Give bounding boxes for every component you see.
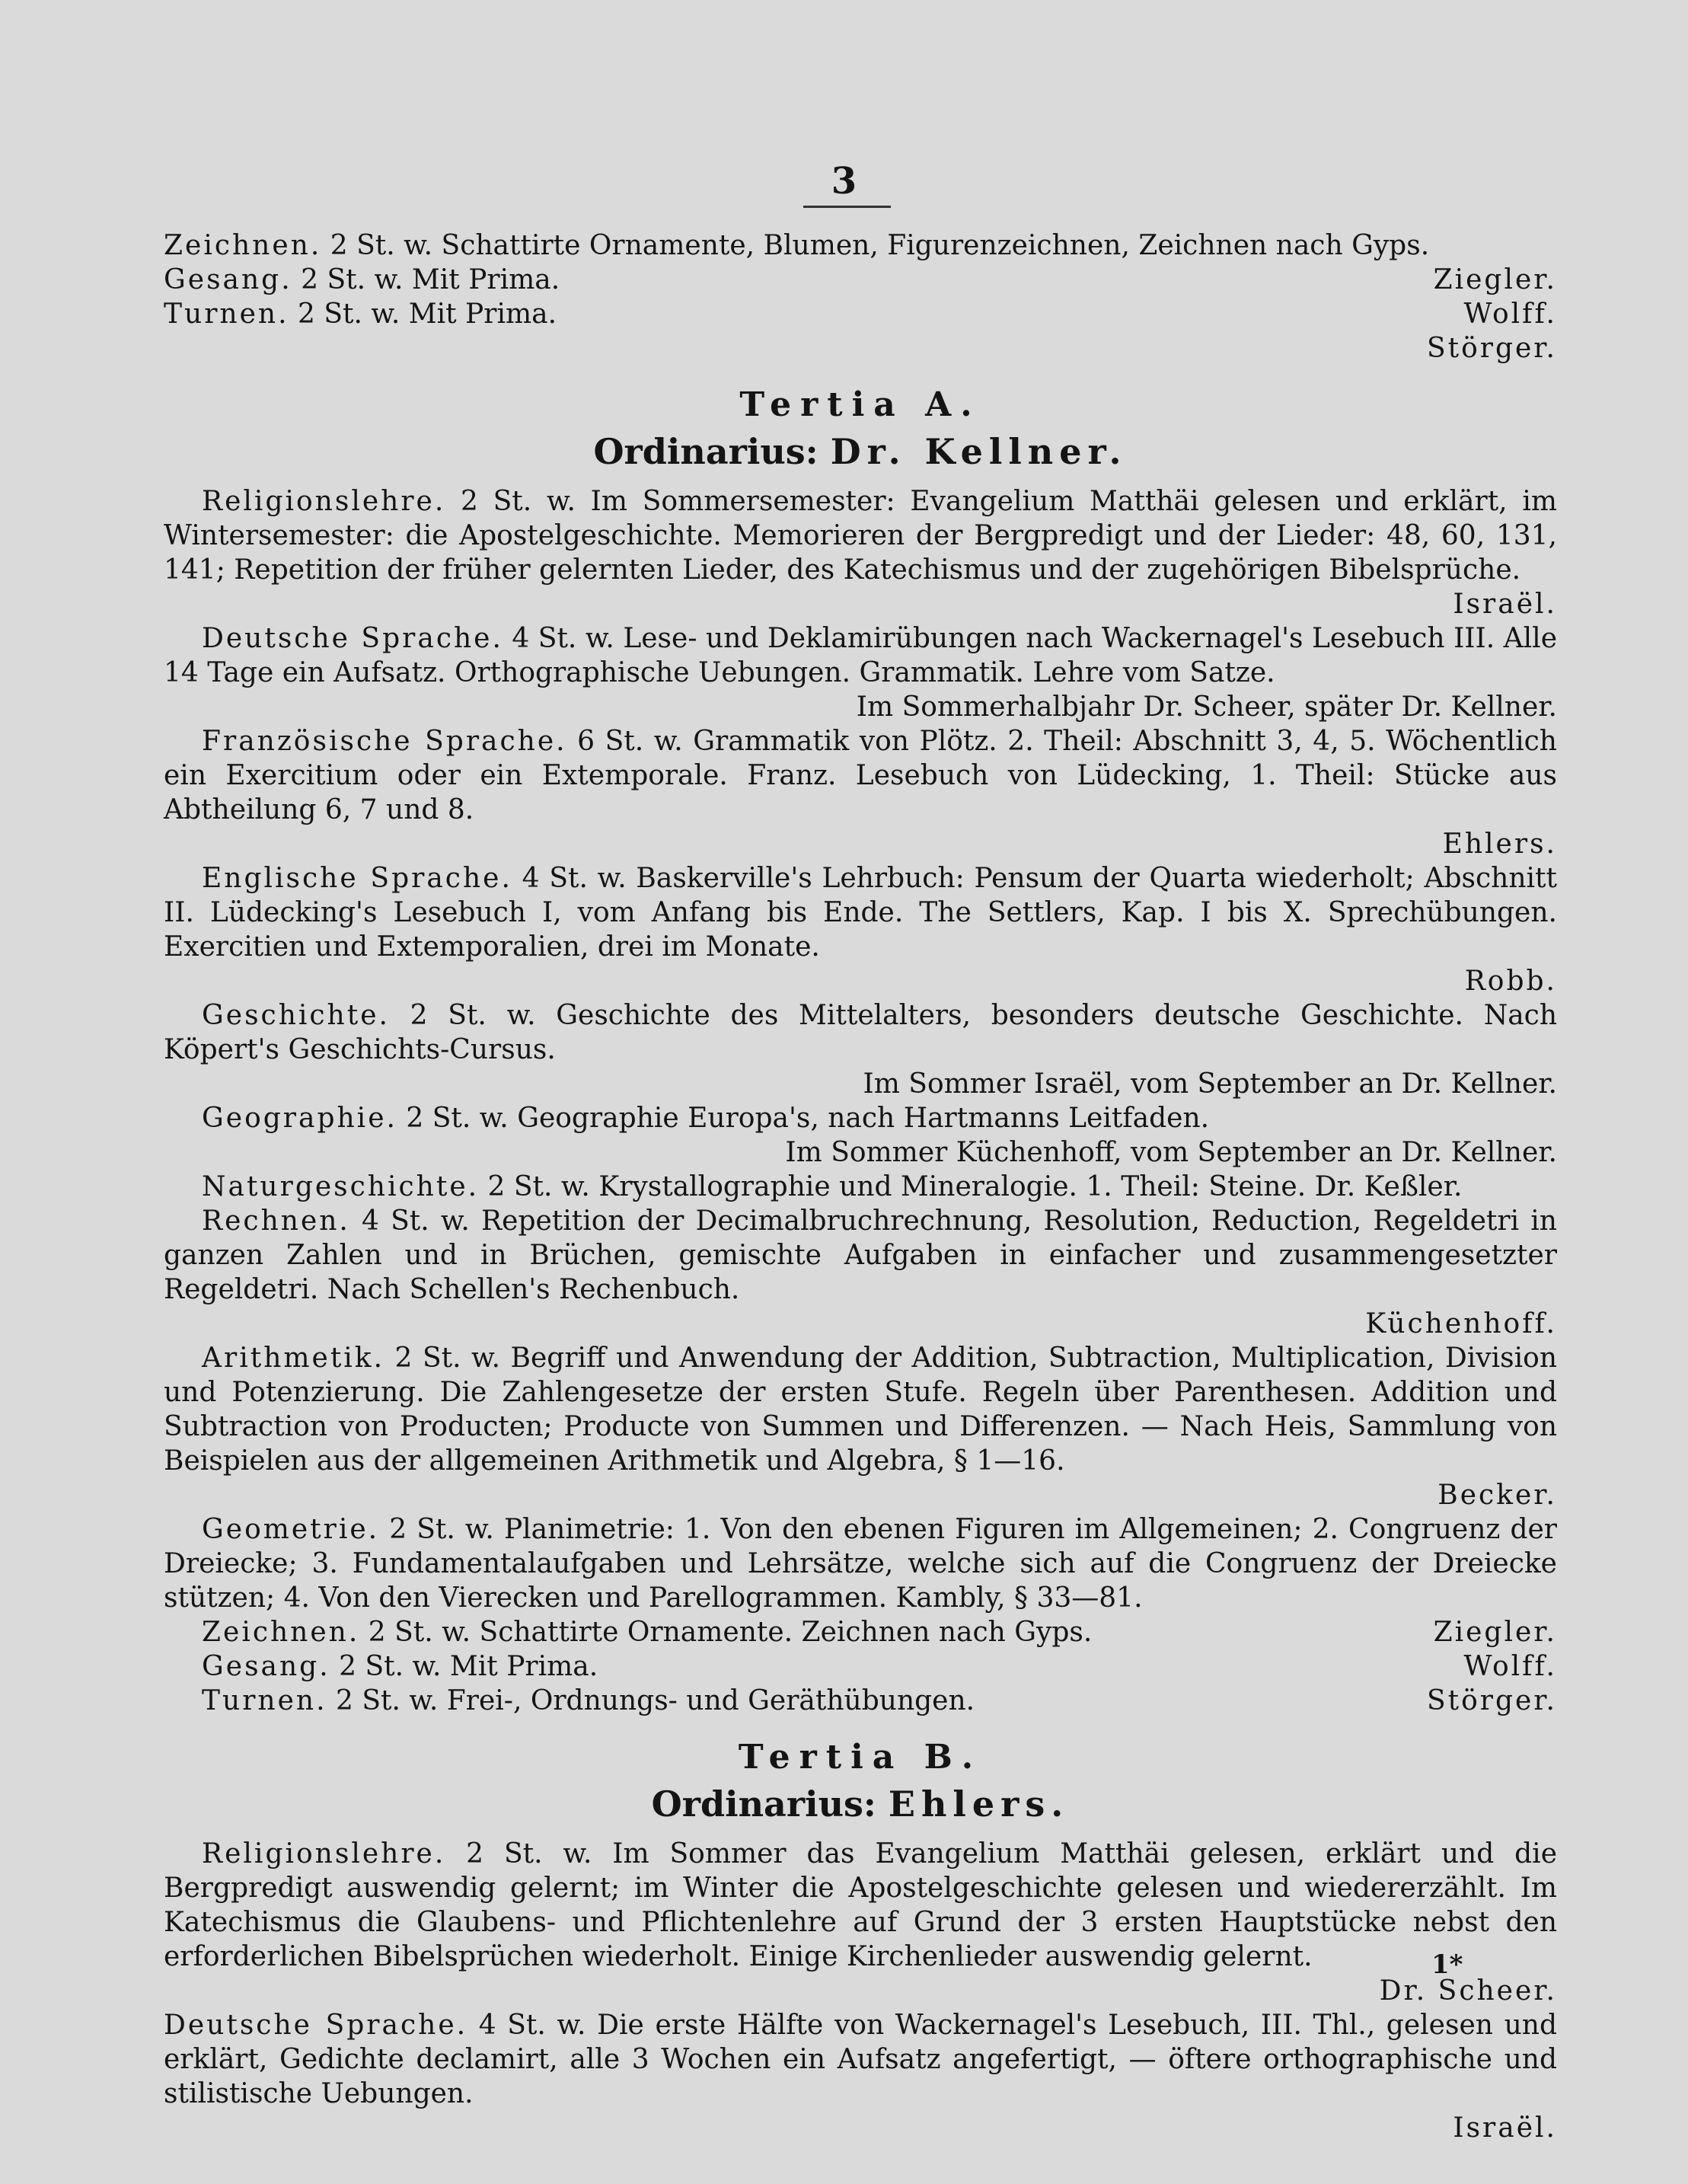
entry-text: 2 St. w. Frei-, Ordnungs- und Geräthübungen. — [327, 1685, 975, 1716]
signature-mark: 1* — [1431, 1949, 1463, 1980]
entry-text: 2 St. w. Im Sommer das Evangelium Matthäi gelesen, erklärt und die Bergpredigt auswendig gelernt; im Winter die Apostelgeschichte gelesen und wiedererzählt. Im Katechismus die Glaubens- und Pflichtenlehre auf Grund der 3 ersten Hauptstücke nebst den erforderlichen Bibelsprüchen wiederholt. Einige Kirchenlieder auswendig gelernt. — [164, 1838, 1557, 1972]
teacher-name: Becker. — [1438, 1480, 1557, 1511]
entry-text: 2 St. w. Mit Prima. — [330, 1651, 598, 1682]
subject-label: Zeichnen. — [202, 1617, 360, 1648]
entry-geschichte — [164, 998, 1557, 1067]
teacher-name: Störger. — [1426, 333, 1557, 364]
subject-label: Englische Sprache. — [202, 863, 512, 894]
subject-label: Turnen. — [164, 299, 289, 330]
teacher-name: Wolff. — [1463, 299, 1557, 330]
teacher-name: Robb. — [1464, 966, 1557, 997]
entry-text: 4 St. w. Repetition der Decimalbruchrechnung, Resolution, Reduction, Regeldetri in ganzen Zahlen und in Brüchen, gemischte Aufgaben in einfacher und zusammengesetzter Regeldetri. Nach Schellen's Rechenbuch. — [164, 1205, 1557, 1305]
subject-label: Turnen. — [202, 1685, 327, 1716]
entry-text: 2 St. w. Geographie Europa's, nach Hartmanns Leitfaden. — [397, 1103, 1210, 1134]
entry-text: 2 St. w. Schattirte Ornamente. Zeichnen nach Gyps. — [359, 1617, 1093, 1648]
entry-text: 2 St. w. Planimetrie: 1. Von den ebenen Figuren im Allgemeinen; 2. Congruenz der Dreiecke; 3. Fundamentalaufgaben und Lehrsätze, welche sich auf die Congruenz der Dreiecke stützen; 4. Von den Vierecken und Parellogrammen. Kambly, § 33—81. — [164, 1514, 1557, 1614]
subject-label: Rechnen. — [202, 1205, 350, 1237]
subject-label: Gesang. — [202, 1651, 330, 1682]
ordinarius-line — [164, 428, 1557, 475]
teacher-name: Israël. — [1453, 589, 1557, 620]
section-heading-tertia-b: Tertia B. — [738, 1738, 983, 1777]
subject-label: Geometrie. — [202, 1514, 380, 1545]
ordinarius-label: Ordinarius: — [651, 1783, 876, 1825]
subject-label: Deutsche Sprache. — [202, 623, 503, 654]
entry-religion-b — [164, 1837, 1557, 1974]
entry-text: 2 St. w. Krystallographie und Mineralogie. 1. Theil: Steine. Dr. Keßler. — [479, 1171, 1463, 1202]
top-zeichnen-line — [164, 228, 1557, 263]
subject-label: Geographie. — [202, 1103, 397, 1134]
teacher-note: Im Sommer Israël, vom September an Dr. Kellner. — [863, 1068, 1557, 1100]
entry-text: 4 St. w. Lese- und Deklamirübungen nach Wackernagel's Lesebuch III. Alle 14 Tage ein Aufsatz. Orthographische Uebungen. Grammatik. Lehre vom Satze. — [164, 623, 1557, 688]
entry-text: 6 St. w. Grammatik von Plötz. 2. Theil: Abschnitt 3, 4, 5. Wöchentlich ein Exercitium oder ein Extemporale. Franz. Lesebuch von Lüdecking, 1. Theil: Stücke aus Abtheilung 6, 7 und 8. — [164, 726, 1557, 825]
subject-label: Geschichte. — [202, 1000, 390, 1031]
subject-label: Zeichnen. — [164, 230, 322, 261]
entry-religion — [164, 484, 1557, 587]
entry-text: 2 St. w. Geschichte des Mittelalters, besonders deutsche Geschichte. Nach Köpert's Geschichts-Cursus. — [164, 1000, 1557, 1065]
entry-text: 2 St. w. Mit Prima. — [292, 264, 560, 295]
page-number-rule — [803, 206, 891, 208]
entry-text: 2 St. w. Im Sommersemester: Evangelium Matthäi gelesen und erklärt, im Wintersemester: die Apostelgeschichte. Memorieren der Bergpredigt und der Lieder: 48, 60, 131, 141; Repetition der früher gelernten Lieder, des Katechismus und der zugehörigen Bibelsprüche. — [164, 486, 1557, 586]
subject-label: Deutsche Sprache. — [164, 2010, 468, 2041]
section-heading-tertia-a: Tertia A. — [739, 385, 981, 424]
teacher-name: Wolff. — [1463, 1651, 1557, 1682]
ordinarius-label: Ordinarius: — [593, 431, 818, 472]
ordinarius-name: Ehlers. — [888, 1783, 1070, 1825]
entry-zeichnen — [164, 1615, 1557, 1649]
subject-label: Französische Sprache. — [202, 726, 567, 757]
entry-text: 4 St. w. Die erste Hälfte von Wackernagel's Lesebuch, III. Thl., gelesen und erklärt, Gedichte declamirt, alle 3 Wochen ein Aufsatz angefertigt, — öftere orthographische und stilistische Uebungen. — [164, 2010, 1557, 2109]
entry-franzoesisch — [164, 724, 1557, 827]
teacher-name: Ziegler. — [1433, 264, 1557, 295]
entry-deutsch-b — [164, 2008, 1557, 2111]
teacher-name: Ehlers. — [1442, 829, 1557, 860]
teacher-note: Im Sommer Küchenhoff, vom September an Dr. Kellner. — [785, 1137, 1557, 1168]
subject-label: Naturgeschichte. — [202, 1171, 480, 1202]
teacher-name: Israël. — [1453, 2112, 1557, 2144]
subject-label: Arithmetik. — [202, 1343, 385, 1374]
teacher-name: Küchenhoff. — [1365, 1308, 1557, 1339]
page-content — [164, 228, 1557, 2145]
entry-text: 4 St. w. Baskerville's Lehrbuch: Pensum der Quarta wiederholt; Abschnitt II. Lüdecking's Lesebuch I, vom Anfang bis Ende. The Settlers, Kap. I bis X. Sprechübungen. Exercitien und Extemporalien, drei im Monate. — [164, 863, 1557, 963]
subject-label: Religionslehre. — [202, 486, 446, 517]
ordinarius-line — [164, 1780, 1557, 1828]
entry-text: 2 St. w. Mit Prima. — [289, 299, 557, 330]
entry-deutsch — [164, 621, 1557, 690]
subject-label: Gesang. — [164, 264, 292, 295]
entry-turnen — [164, 1684, 1557, 1718]
teacher-name: Dr. Scheer. — [1379, 1975, 1557, 2007]
teacher-name: Störger. — [1426, 1685, 1557, 1716]
entry-text: 2 St. w. Schattirte Ornamente, Blumen, Figurenzeichnen, Zeichnen nach Gyps. — [321, 230, 1430, 261]
ordinarius-name: Dr. Kellner. — [830, 431, 1128, 472]
entry-arithmetik — [164, 1341, 1557, 1478]
entry-naturgeschichte — [164, 1170, 1557, 1204]
top-gesang-line — [164, 263, 1557, 297]
top-turnen-line — [164, 297, 1557, 331]
teacher-note: Im Sommerhalbjahr Dr. Scheer, später Dr. Kellner. — [856, 691, 1557, 723]
entry-gesang — [164, 1649, 1557, 1684]
entry-rechnen — [164, 1204, 1557, 1307]
teacher-name: Ziegler. — [1433, 1617, 1557, 1648]
entry-geometrie — [164, 1512, 1557, 1615]
entry-englisch — [164, 861, 1557, 964]
entry-geographie — [164, 1101, 1557, 1135]
subject-label: Religionslehre. — [202, 1838, 446, 1869]
entry-text: 2 St. w. Begriff und Anwendung der Addition, Subtraction, Multiplication, Division und Potenzierung. Die Zahlengesetze der ersten Stufe. Regeln über Parenthesen. Addition und Subtraction von Producten; Producte von Summen und Differenzen. — Nach Heis, Sammlung von Beispielen aus der allgemeinen Arithmetik und Algebra, § 1—16. — [164, 1343, 1557, 1477]
page-number: 3 — [831, 160, 857, 203]
